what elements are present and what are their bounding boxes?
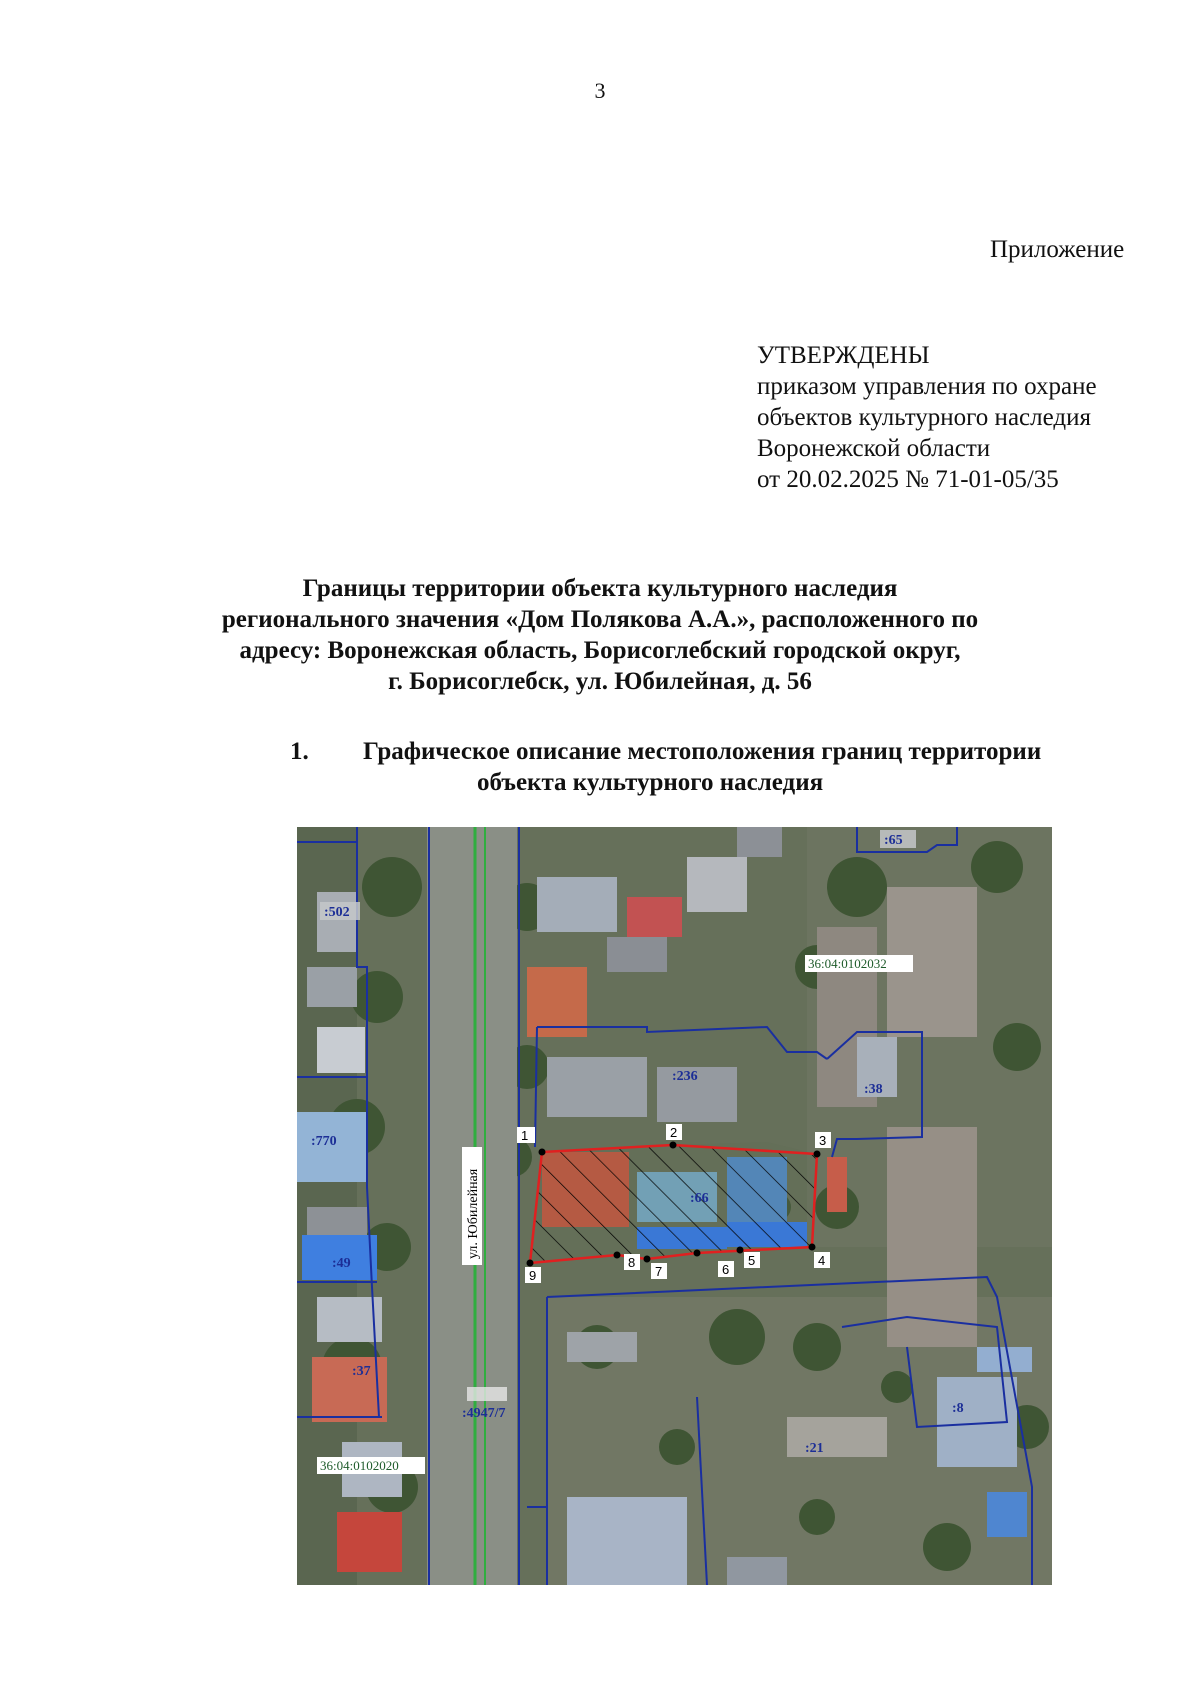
point-label: 2 bbox=[670, 1125, 678, 1140]
point-label: 5 bbox=[748, 1253, 756, 1268]
section-title-line: объекта культурного наследия bbox=[477, 769, 824, 796]
parcel-label: :65 bbox=[884, 833, 903, 848]
heritage-territory-boundary bbox=[530, 1142, 817, 1263]
parcel-label: :49 bbox=[332, 1256, 351, 1271]
point-label: 8 bbox=[628, 1255, 636, 1270]
point-label: 1 bbox=[521, 1128, 529, 1143]
street-label bbox=[462, 1147, 482, 1265]
approval-date-number: от 20.02.2025 № 71-01-05/35 bbox=[757, 466, 1059, 493]
title-line: адресу: Воронежская область, Борисоглебский городской округ, bbox=[239, 637, 961, 664]
title-line: г. Борисоглебск, ул. Юбилейная, д. 56 bbox=[388, 668, 812, 695]
title-line: Границы территории объекта культурного наследия bbox=[302, 575, 898, 602]
approval-block bbox=[757, 340, 1097, 495]
point-label: 6 bbox=[722, 1262, 730, 1277]
section-number: 1. bbox=[290, 738, 309, 765]
parcel-label: :38 bbox=[864, 1082, 883, 1097]
parcel-label: :66 bbox=[690, 1191, 709, 1206]
parcel-label: :8 bbox=[952, 1401, 964, 1416]
document-title bbox=[150, 573, 1050, 697]
approval-heading: УТВЕРЖДЕНЫ bbox=[757, 342, 930, 369]
approval-line: объектов культурного наследия bbox=[757, 404, 1091, 431]
approval-line: приказом управления по охране bbox=[757, 373, 1097, 400]
point-label: 4 bbox=[818, 1253, 826, 1268]
point-label: 3 bbox=[819, 1133, 827, 1148]
section-title-line: Графическое описание местоположения границ территории bbox=[363, 738, 1042, 765]
parcel-label: :37 bbox=[352, 1364, 371, 1379]
page-number: 3 bbox=[594, 78, 606, 103]
street-name: ул. Юбилейная bbox=[466, 1168, 481, 1259]
parcel-label: :770 bbox=[311, 1134, 337, 1149]
cadastral-block-label: 36:04:0102032 bbox=[808, 956, 887, 971]
parcel-label: :236 bbox=[672, 1069, 698, 1084]
point-label: 9 bbox=[529, 1268, 537, 1283]
approval-line: Воронежской области bbox=[757, 435, 991, 462]
map-image bbox=[297, 827, 1052, 1585]
parcel-label: :21 bbox=[805, 1441, 824, 1456]
parcel-label: :502 bbox=[324, 905, 350, 920]
boundary-map bbox=[297, 827, 1052, 1585]
title-line: регионального значения «Дом Полякова А.А.», расположенного по bbox=[221, 606, 979, 633]
point-label: 7 bbox=[655, 1264, 663, 1279]
appendix-label: Приложение bbox=[990, 236, 1125, 263]
parcel-label: :4947/7 bbox=[462, 1406, 506, 1421]
cadastral-block-label: 36:04:0102020 bbox=[320, 1458, 399, 1473]
